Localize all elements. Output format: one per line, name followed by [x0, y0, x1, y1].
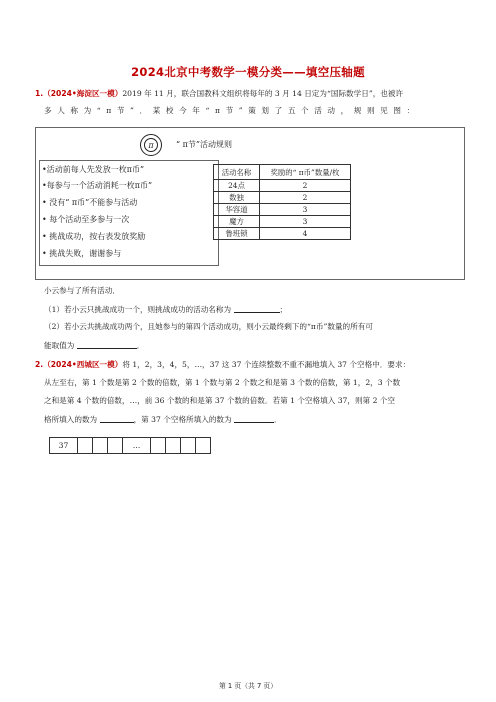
grid-cell[interactable]: [166, 438, 181, 454]
q1-sub2b-end: ．: [136, 341, 145, 350]
reward-count: 2: [260, 192, 351, 204]
q2-line4: [44, 414, 474, 425]
q2-line4b: ，第 37 个空格所填入的数为: [133, 415, 232, 424]
grid-cell-ellipsis: …: [123, 438, 151, 454]
q1-line1: [35, 89, 465, 99]
number-grid: [49, 437, 211, 454]
reward-count: 3: [260, 216, 351, 228]
table-row: [214, 204, 351, 216]
q1-sub1-end: ；: [279, 305, 288, 314]
rules-list: [39, 160, 219, 266]
q1-sub1-text: （1）若小云只挑战成功一个，则挑战成功的活动名称为: [44, 305, 232, 314]
page-footer: 第 1 页（共 7 页）: [218, 682, 278, 690]
q2-line4a: 格所填入的数为: [44, 415, 98, 424]
rule-item: • 挑战成功，按右表发放奖励: [42, 232, 146, 241]
table-header-cell: 奖励的“ π币”数量/枚: [260, 165, 351, 180]
q2-line4c: ．: [274, 415, 282, 424]
q2-line1: [35, 360, 465, 370]
q1-after-box: 小云参与了所有活动．: [44, 286, 120, 295]
pi-symbol: π: [144, 138, 158, 152]
answer-blank[interactable]: [234, 304, 280, 313]
rules-heading: “ π节”活动规则: [176, 140, 232, 149]
reward-count: 4: [260, 228, 351, 240]
q1-sub2b: [44, 340, 474, 351]
table-row: [214, 180, 351, 192]
grid-cell[interactable]: [93, 438, 108, 454]
answer-blank[interactable]: [77, 340, 137, 349]
activity-name: 24点: [214, 180, 260, 192]
grid-cell[interactable]: [151, 438, 166, 454]
q1-line2: 多人称为“π节”．某校今年“π节”策划了五个活动，规则见图：: [44, 106, 420, 115]
answer-blank[interactable]: [100, 414, 134, 423]
q2-line2: 从左至右，第 1 个数是第 2 个数的倍数，第 1 个数与第 2 个数之和是第 3 个数的倍数，第 1，2，3 个数: [44, 378, 401, 387]
reward-count: 2: [260, 180, 351, 192]
table-row: [214, 192, 351, 204]
q2-line3: 之和是第 4 个数的倍数，…，前 36 个数的和是第 37 个数的倍数．若第 1 个空格填入 37，则第 2 个空: [44, 396, 395, 405]
rule-item: • 没有“ π币”不能参与活动: [42, 198, 138, 207]
grid-cell-first: 37: [50, 438, 78, 454]
rewards-table: [213, 164, 351, 240]
table-header-cell: 活动名称: [214, 165, 260, 180]
q1-tag: （2024•海淀区一模）: [43, 89, 123, 98]
q1-sub1: [44, 304, 474, 315]
q1-sub2: （2）若小云共挑战成功两个，且她参与的第四个活动成功，则小云最终剩下的“π币”数量的所有可: [44, 322, 373, 331]
q1-number: 1.: [35, 89, 44, 98]
page-title: 2024北京中考数学一模分类——填空压轴题: [131, 65, 365, 79]
table-header-row: [214, 165, 351, 180]
q2-number: 2.: [35, 360, 44, 369]
q2-text-1: 将 1，2，3，4，5，…，37 这 37 个连续整数不重不漏地填入 37 个空格中．要求：: [122, 360, 411, 369]
reward-count: 3: [260, 204, 351, 216]
activity-name: 数独: [214, 192, 260, 204]
activity-name: 魔方: [214, 216, 260, 228]
activity-name: 华容道: [214, 204, 260, 216]
q1-sub2b-text: 能取值为: [44, 341, 75, 350]
grid-cell[interactable]: [108, 438, 123, 454]
rules-figure: [35, 127, 465, 280]
grid-row: [50, 438, 211, 454]
rule-item: •活动前每人先发放一枚π币”: [42, 165, 145, 174]
answer-blank[interactable]: [234, 414, 274, 423]
grid-cell[interactable]: [181, 438, 196, 454]
pi-logo-icon: [140, 134, 162, 156]
rule-item: •每参与一个活动消耗一枚π币”: [42, 181, 153, 190]
grid-cell[interactable]: [196, 438, 211, 454]
table-row: [214, 228, 351, 240]
activity-name: 鲁班锁: [214, 228, 260, 240]
rule-item: • 每个活动至多参与一次: [42, 215, 130, 224]
q2-tag: （2024•西城区一模）: [43, 360, 123, 369]
table-row: [214, 216, 351, 228]
rule-item: • 挑战失败，谢谢参与: [42, 249, 122, 258]
q1-text-1: 2019 年 11 月，联合国教科文组织将每年的 3 月 14 日定为“国际数学日”，也被许: [122, 89, 404, 98]
grid-cell[interactable]: [78, 438, 93, 454]
